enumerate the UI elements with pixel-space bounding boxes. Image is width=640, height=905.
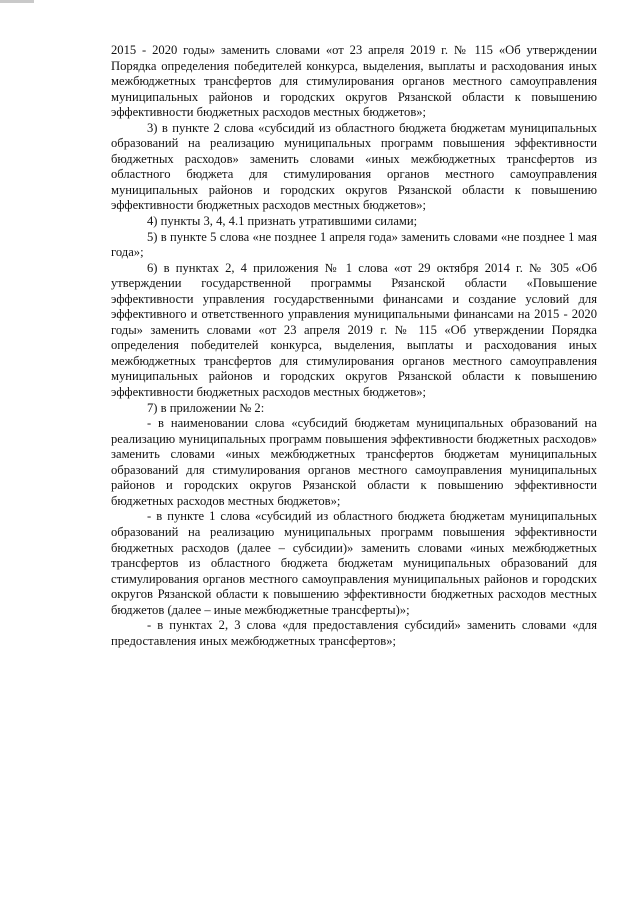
paragraph-item-7: 7) в приложении № 2: [147, 400, 265, 415]
paragraph-subitem-point-1: - в пункте 1 слова «субсидий из областного бюджета бюджетам муниципальных образований на реализацию муниципальных программ повышения эффективности бюджетных расходов (далее – субсидии)» заменить словами «иных межбюджетных трансфертов из областного бюджета бюджетам муниципальных образований для стимулирования органов местного самоуправления муниципальных районов и городских округов Рязанской области к повышению эффективности бюджетных расходов местных бюджетов (далее – иные межбюджетные трансферты)»; [111, 509, 597, 617]
paragraph-continuation: 2015 - 2020 годы» заменить словами «от 23 апреля 2019 г. № 115 «Об утверждении Порядка определения победителей конкурса, выделения, выплаты и расходования иных межбюджетных трансфертов для стимулирования органов местного самоуправления муниципальных районов и городских округов Рязанской области к повышению эффективности бюджетных расходов местных бюджетов»; [111, 43, 597, 120]
document-body [111, 43, 597, 649]
scan-edge-mark [0, 0, 34, 3]
paragraph-subitem-name: - в наименовании слова «субсидий бюджетам муниципальных образований на реализацию муниципальных программ повышения эффективности бюджетных расходов» заменить словами «иных межбюджетных трансфертов бюджетам муниципальных образований для стимулирования органов местного самоуправления муниципальных районов и городских округов Рязанской области к повышению эффективности бюджетных расходов местных бюджетов»; [111, 416, 597, 508]
paragraph-item-3: 3) в пункте 2 слова «субсидий из областного бюджета бюджетам муниципальных образований на реализацию муниципальных программ повышения эффективности бюджетных расходов» заменить словами «иных межбюджетных трансфертов из областного бюджета для стимулирования органов местного самоуправления муниципальных районов и городских округов Рязанской области к повышению эффективности бюджетных расходов местных бюджетов»; [111, 120, 597, 213]
paragraph-item-6: 6) в пунктах 2, 4 приложения № 1 слова «от 29 октября 2014 г. № 305 «Об утверждении государственной программы Рязанской области «Повышение эффективности управления государственными финансами и создание условий для эффективного и ответственного управления муниципальными финансами на 2015 - 2020 годы» заменить словами «от 23 апреля 2019 г. № 115 «Об утверждении Порядка определения победителей конкурса, выделения, выплаты и расходования иных межбюджетных трансфертов для стимулирования органов местного самоуправления муниципальных районов и городских округов Рязанской области к повышению эффективности бюджетных расходов местных бюджетов»; [111, 260, 597, 400]
paragraph-subitem-points-2-3: - в пунктах 2, 3 слова «для предоставления субсидий» заменить словами «для предоставления иных межбюджетных трансфертов»; [111, 618, 597, 648]
paragraph-item-4: 4) пункты 3, 4, 4.1 признать утратившими силами; [147, 214, 418, 229]
paragraph-item-5: 5) в пункте 5 слова «не позднее 1 апреля года» заменить словами «не позднее 1 мая года»; [111, 229, 597, 260]
